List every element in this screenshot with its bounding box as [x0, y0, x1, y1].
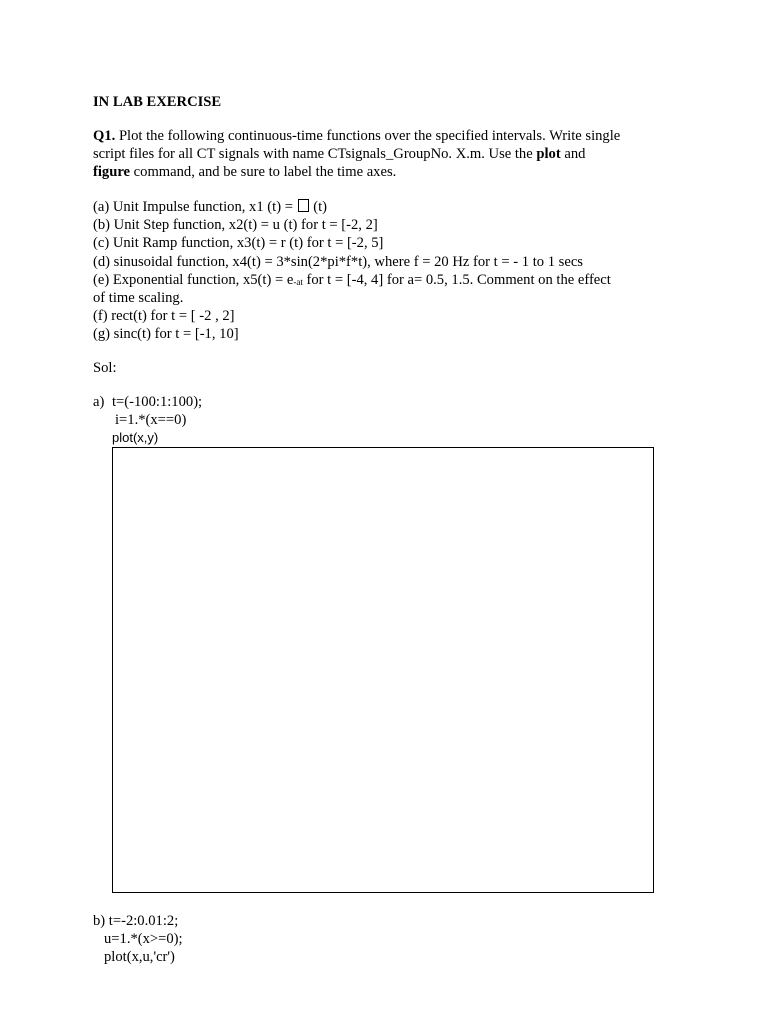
- item-d: (d) sinusoidal function, x4(t) = 3*sin(2*pi*f*t), where f = 20 Hz for t = - 1 to 1 secs: [93, 254, 583, 270]
- item-a-suffix: (t): [309, 199, 328, 215]
- solution-label: Sol:: [93, 360, 117, 376]
- item-g: (g) sinc(t) for t = [-1, 10]: [93, 326, 239, 342]
- item-a: [93, 198, 327, 216]
- q1-line-2: [93, 145, 585, 163]
- solution-a-line-1: t=(-100:1:100);: [112, 394, 203, 410]
- q1-text-1: Plot the following continuous-time functions over the specified intervals. Write single: [115, 128, 621, 144]
- q1-text-2-end: and: [560, 146, 586, 162]
- item-e-exponent: -at: [293, 277, 303, 287]
- solution-a-label: a): [93, 394, 105, 410]
- solution-b-line-2: u=1.*(x>=0);: [104, 931, 183, 947]
- item-f: (f) rect(t) for t = [ -2 , 2]: [93, 308, 235, 324]
- item-a-text: (a) Unit Impulse function, x1 (t) =: [93, 199, 297, 215]
- exercise-heading: IN LAB EXERCISE: [93, 94, 222, 110]
- q1-text-3: command, and be sure to label the time axes.: [130, 164, 397, 180]
- item-e: [93, 271, 611, 290]
- solution-a-line-3: plot(x,y): [112, 430, 159, 445]
- q1-label: Q1.: [93, 128, 116, 144]
- item-e-suffix: for t = [-4, 4] for a= 0.5, 1.5. Comment on the effect: [302, 272, 611, 288]
- item-e-text: (e) Exponential function, x5(t) = e: [93, 272, 294, 288]
- item-c: (c) Unit Ramp function, x3(t) = r (t) for t = [-2, 5]: [93, 235, 384, 251]
- plot-keyword: plot: [536, 146, 561, 162]
- item-e-line-2: of time scaling.: [93, 290, 184, 306]
- q1-line-3: [93, 163, 396, 181]
- solution-b-line-3: plot(x,u,'cr'): [104, 949, 175, 965]
- q1-text-2: script files for all CT signals with name CTsignals_GroupNo. X.m. Use the: [93, 146, 537, 162]
- solution-b-line-1: b) t=-2:0.01:2;: [93, 913, 179, 929]
- item-b: (b) Unit Step function, x2(t) = u (t) for t = [-2, 2]: [93, 217, 378, 233]
- q1-line-1: [93, 127, 620, 145]
- missing-glyph-icon: [298, 199, 309, 212]
- figure-keyword: figure: [93, 164, 131, 180]
- solution-a-line-2: i=1.*(x==0): [115, 412, 187, 428]
- plot-image-frame: [112, 447, 654, 893]
